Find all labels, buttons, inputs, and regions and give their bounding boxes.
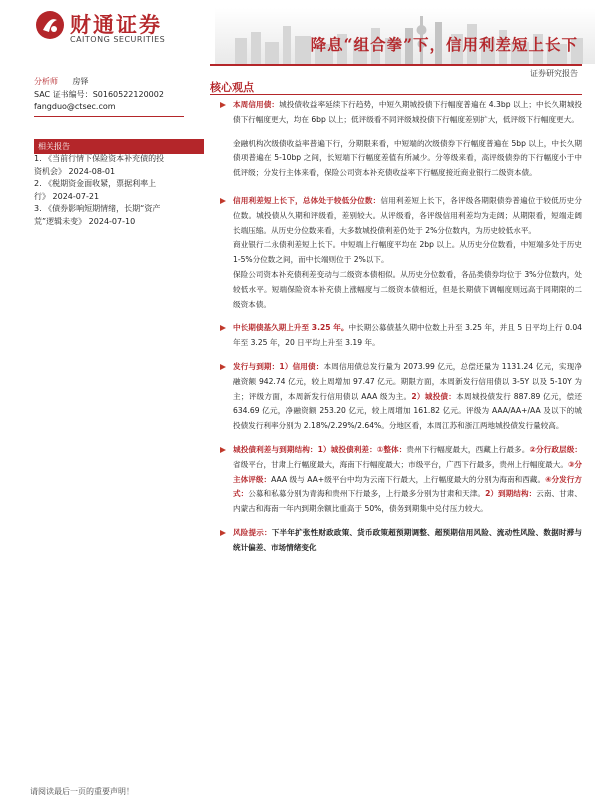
sac-label: SAC 证书编号： — [34, 90, 93, 99]
sac-number: S0160522120002 — [92, 90, 164, 99]
paragraph-risk-warning — [220, 526, 582, 556]
paragraph-text: 云南、甘肃、内蒙古和海南一年内到期余额比重高于 50%，债务到期集中兑付压力较大。 — [233, 489, 583, 514]
bullet-icon — [220, 530, 226, 536]
paragraph-text: 城投债收益率延续下行趋势，中短久期城投债下行幅度普遍在 4.3bp 以上；中长久期城投债下行幅度更大，均在 6bp 以上；低评级看不同评级城投债下行幅度差别扩大，低评级下行幅度更大。 — [233, 100, 583, 124]
core-views-content — [220, 98, 582, 556]
related-report-line: 3. 《债券影响短期情绪，长期“资产 — [34, 204, 161, 213]
paragraph-text: 中长期公募债基久期中位数上升至 3.25 年，并且 5 日平均上行 0.04 年至 3.25 年，20 日平均上升至 3.19 年。 — [233, 323, 582, 348]
paragraph-lead: 信用利差短上长下，总体处于较低分位数： — [233, 195, 381, 205]
sidebar-divider — [34, 116, 184, 117]
footer-disclaimer: 请阅读最后一页的重要声明！ — [30, 787, 134, 796]
paragraph-text: 贵州下行幅度最大，西藏上行最多。 — [406, 444, 530, 454]
paragraph-text: 商业银行二永债利差短上长下。中短端上行幅度平均在 2bp 以上。从历史分位数看，中短端多处于历史 1-5%分位数之间，而中长端则位于 2%以下。 — [233, 240, 582, 265]
brand-name-cn: 财通证券 — [70, 13, 162, 37]
subsection-lead: ②分行政层级： — [529, 444, 582, 454]
analyst-row — [34, 76, 204, 87]
subsection-lead: 2）到期结构： — [485, 489, 537, 499]
bullet-icon — [220, 198, 226, 204]
bullet-icon — [220, 102, 226, 108]
related-reports-title: 相关报告 — [34, 139, 204, 154]
bullet-icon — [220, 364, 226, 370]
paragraph-text: 本周城投债发行 887.89 亿元，偿还 634.69 亿元，净融资额 253.20 亿元，较上周增加 161.82 亿元。评级为 AAA/AA+/AA 及以下的城投债发行利率分别为 2.18%/2.29%/2.64%。分地区看，本周江苏和浙江两地城投债发行量较高。 — [233, 391, 582, 431]
related-report-line: 1. 《当前行情下保险资本补充债的投 — [34, 154, 165, 163]
paragraph-lead: 发行与到期： — [233, 361, 280, 371]
related-report-item[interactable] — [34, 203, 204, 228]
paragraph-lead: 城投债利差与到期结构： — [233, 444, 318, 454]
related-report-item[interactable] — [34, 178, 204, 203]
related-report-line: 2. 《税期资金面收紧，票据利率上 — [34, 179, 157, 188]
paragraph-text: 保险公司资本补充债利差变动与二级资本债相似。从历史分位数看，各品类债券均位于 3%分位数内，处较低水平。短端保险资本补充债上涨幅度与二级资本债相近，但是长期债下调幅度则远高于同期限的二级资本债。 — [233, 269, 582, 309]
paragraph-spread-structure — [220, 443, 582, 517]
report-type-label: 证券研究报告 — [530, 69, 578, 78]
section-title: 核心观点 — [210, 81, 254, 94]
analyst-info — [34, 76, 204, 117]
paragraph-bank-bonds — [220, 238, 582, 268]
analyst-name: 房铎 — [72, 77, 89, 86]
paragraph-fund-duration — [220, 321, 582, 351]
related-report-line: 荒”逻辑未变》 2024-07-10 — [34, 216, 136, 226]
paragraph-weekly-credit — [220, 98, 582, 128]
related-reports-list — [34, 153, 204, 228]
analyst-label: 分析师 — [34, 77, 58, 86]
brand-name-en: CAITONG SECURITIES — [70, 35, 166, 44]
paragraph-lead: 本周信用债： — [233, 100, 280, 109]
subsection-lead: 1）信用债： — [279, 361, 324, 371]
paragraph-text: AAA 级与 AA+级平台中均为云南下行最大，上行幅度最大的分别为海南和西藏。 — [271, 474, 546, 484]
paragraph-credit-spread — [220, 194, 582, 238]
subsection-lead: 1）城投债利差： — [317, 444, 377, 454]
section-divider — [210, 94, 582, 95]
subsection-lead: ④分发行方式： — [233, 474, 583, 499]
bullet-icon — [220, 325, 226, 331]
related-report-line: 资机会》 2024-08-01 — [34, 166, 116, 176]
header-divider — [210, 64, 582, 66]
paragraph-lead: 中长期债基久期上升至 3.25 年。 — [233, 323, 349, 333]
paragraph-insurance-bonds — [220, 268, 582, 312]
paragraph-issuance-maturity — [220, 360, 582, 434]
related-report-item[interactable] — [34, 153, 204, 178]
page-header — [0, 0, 600, 78]
analyst-email[interactable]: fangduo@ctsec.com — [34, 102, 116, 111]
paragraph-text: 省级平台，甘肃上行幅度最大，海南下行幅度最大；市级平台，广西下行最多，贵州上行幅度最大。 — [233, 459, 568, 469]
sac-row — [34, 89, 204, 101]
paragraph-lead: 风险提示： — [233, 527, 272, 537]
paragraph-text: 本周信用债总发行量为 2073.99 亿元，总偿还量为 1131.24 亿元，实现净融资额 942.74 亿元，较上周增加 97.47 亿元。期限方面，本周新发行信用债以 3-5Y 以及 5-10Y 为主；评级方面，本周新发行信用债以 AAA 级为主。 — [233, 361, 582, 401]
subsection-lead: 2）城投债： — [411, 391, 457, 401]
related-report-line: 行》 2024-07-21 — [34, 191, 100, 201]
paragraph-text: 下半年扩张性财政政策、货币政策超预期调整、超预期信用风险、流动性风险、数据时滞与统计偏差、市场情绪变化 — [233, 527, 582, 552]
paragraph-text: 公募和私募分别为青海和贵州下行最多，上行最多分别为甘肃和天津。 — [248, 489, 486, 499]
paragraph-text: 信用利差短上长下，各评级各期限债券普遍位于较低历史分位数。城投债从久期和评级看，差别较大。从评级看，各评级信用利差均为走阔；从期限看，短端走阔长端压缩。从历史分位数来看，大多数城投债利差仍处于 2%分位数内，为历史较低水平。 — [233, 195, 583, 235]
caitong-logo-icon — [35, 10, 65, 40]
subsection-lead: ③分主体评级： — [233, 459, 582, 484]
paragraph-subordinated-debt — [220, 137, 582, 181]
paragraph-text: 金融机构次级债收益率普遍下行，分期限来看，中短端的次级债券下行幅度普遍在 5bp 以上，中长久期债项普遍在 5-10bp 之间，长短端下行幅度差值有所减少。分等级来看，高评级债券的下行幅度小于中低评级；分发行主体来看，保险公司资本补充债收益率下行幅度接近商业银行二级资本债。 — [233, 138, 582, 178]
bullet-icon — [220, 447, 226, 453]
report-title: 降息“组合拳”下，信用利差短上长下 — [310, 35, 578, 54]
subsection-lead: ①整体： — [376, 444, 407, 454]
